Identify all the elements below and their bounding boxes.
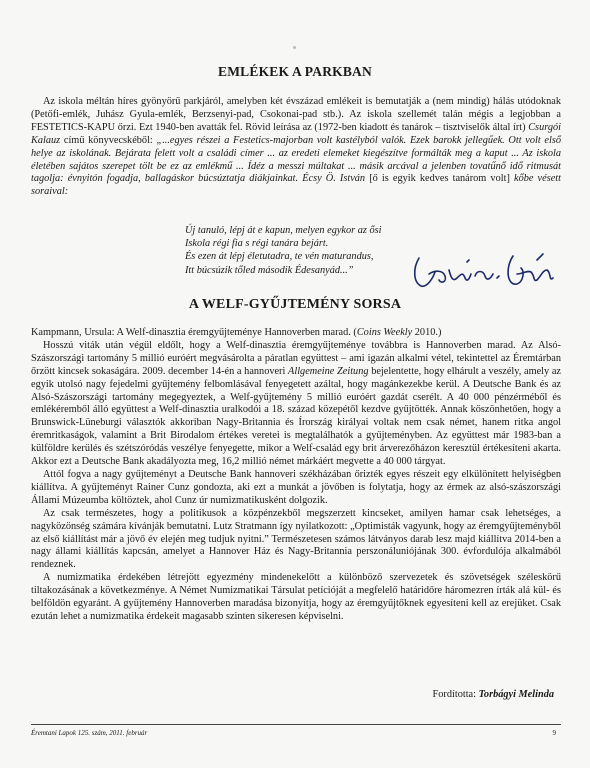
section2-paragraph-3: Az csak természetes, hogy a politikusok a közpénzekből megszerzett kincseket, amilyen hamar csak lehetséges, a nagyközönség számára kívánják bemutatni. Lutz Stratmann így nyilatkozott: „Optimisták vagyunk, hogy az éremgyűjteményből az első kiállítást már a jövő év elején meg tudjuk nyitni.” Természetesen számos látványos darab lesz majd kiállítva 2014-ben a nagy állami kiállítás kapcsán, amelyet a Hannover Ház és Nagy-Britannia perszonáluniójának 300. évfordulója alkalmából rendeznek. <box>31 507 561 571</box>
journal-reference: Éremtani Lapok 125. szám, 2011. február <box>31 729 148 737</box>
book-quote: „...egyes részei a Festetics-majorban volt kastélyból valók. Ezek barokk jellegűek. Ott volt első helye az iskolának. Bejárata felett volt a családi címer ... az eredeti elemeket kiegészítve formálták meg a kaput ... Az iskola életében sajátos szerepet tölt be ez az emlékmű ... Ídéz a messzi múltakat ... másik arcával a jelenben tovatűnő idő ritmusát tagolja: évnyitón fogadja, ballagáskor búcsúztatja diákjainkat. Écsy Ö. István <box>31 134 561 185</box>
poem-line: Új tanuló, lépj át e kapun, melyen egykor az ősi <box>185 225 382 236</box>
poem-line: Iskola régi fia s régi tanára bejárt. <box>185 238 329 250</box>
poem-line: Itt búcsúzik tőled második Édesanyád...” <box>185 264 354 276</box>
decorative-dot <box>293 46 296 49</box>
page-number: 9 <box>552 729 556 737</box>
book-title: Csurgói Kalauz <box>31 121 561 146</box>
section2-paragraph-4: A numizmatika érdekében létrejött egyezmény mindenekelőtt a különböző szervezetek és szövetségek széleskörű tiltakozásának a következménye. A Német Numizmatikai Társulat petícióját a megfelelő határidőre háromezren írták alá kül- és belföldön egyaránt. A gyűjtemény Hannoverben maradása bizonyítja, hogy az éremgyűjtőknek egyesíteni kell az erejüket. Csak ezután lehet a numizmatika érdekeit magasabb szinten sikeresen képviselni. <box>31 572 561 622</box>
translator-credit: Fordította: Torbágyi Melinda <box>432 689 554 700</box>
handwritten-signature <box>405 248 560 294</box>
poem <box>185 224 415 277</box>
footer-divider <box>31 724 561 725</box>
section2-paragraph-1: Hosszú viták után végül eldőlt, hogy a Welf-dinasztia éremgyűjteménye továbbra is Hannoverben marad. Az Alsó-Szászországi tartomány 5 millió euróért megvásárolta a páratlan együttest – ami igazán alkalmi vétel, tekintettel az Éremtárban őrzött kincsek sokaságára. 2009. december 14-én a hannoveri Allgemeine Zeitung bejelentette, hogy elhárult a veszély, amely az egyik utolsó nagy fejedelmi gyűjtemény felbomlásával fenyegetett azáltal, hogy magánkezekbe kerül. A Deutsche Bank és az Alsó-Szászországi tartomány megegyeztek, a Welf-gyűjtemény 5 millió euróért gazdát cserélt. A 40 000 pénzérméből és emlékéremből álló együttest a Welf-dinasztia uralkodói a 18. század közepétől kezdve gyűjtötték. Annak köszönhetően, hogy a Brunswick-Lüneburgi választók akkoriban Nagy-Britannia és Írország királyai voltak nem csak német, hanem ritka angol éremritkaságok, valamint a Brit Birodalom értékes veretei is megtalálhatók a gyűjteményben. Az együttest már 1983-ban a külföldre kerülés és szétszóródás veszélye fenyegette, mikor a Welf-család egy brit árverezőházon keresztül értékesíteni akarta. Akkor ezt a Deutsche Bank akadályozta meg, 16,2 millió német márkáért megvette a 40 000 tárgyat. <box>31 339 561 468</box>
section2-paragraph-2: Attól fogva a nagy gyűjteményt a Deutsche Bank hannoveri székházában őrizték egyes részeit egy elkülönített helyiségben kiállítva. A gyűjteményt Rainer Cunz gondozta, aki ezt a munkát a jövőben is folytatja, hogy az érmek az alsó-szászországi Állami Múzeumba költöztek, ahol Cunz úr numizmatikusként dolgozik. <box>31 468 561 506</box>
poem-line: És ezen át lépj életutadra, te vén maturandus, <box>185 251 374 263</box>
section-title-welf: A WELF-GYŰJTEMÉNY SORSA <box>188 297 402 312</box>
section1-paragraph: Az iskola méltán híres gyönyörű parkjáról, amelyben két évszázad emlékeit is bemutatják a (nem mindig) hálás utódoknak (Petőfi-emlék, Juhász Gyula-emlék, Berzsenyi-pad, Csokonai-pad stb.). Az iskola szellemét talán mégis a legjobban a FESTETICS-KAPU őrzi. Ezt 1940-ben avatták fel. Rövid leírása az (1972-ben kiadott és tanárok – tisztviselők által írt) Csurgói Kalauz című könyvecskéből: „...egyes részei a Festetics-majorban volt kastélyból valók. Ezek barokk jellegűek. Ott volt első helye az iskolának. Bejárata felett volt a családi címer ... az eredeti elemeket kiegészítve formálták meg a kaput ... Az iskola életében sajátos szerepet tölt be ez az emlékmű ... Ídéz a messzi múltakat ... másik arcával a jelenben tovatűnő idő ritmusát tagolja: évnyitón fogadja, ballagáskor búcsúztatja diákjainkat. Écsy Ö. István [ő is egyik kedves tanárom volt] kőbe vésett soraival: <box>31 96 561 198</box>
section-title-emlekek: EMLÉKEK A PARKBAN <box>218 64 372 79</box>
source-citation: Kampmann, Ursula: A Welf-dinasztia éremgyűjteménye Hannoverben marad. (Coins Weekly 2010.) <box>31 327 442 338</box>
section2-body <box>31 327 561 624</box>
section1-body <box>31 96 561 199</box>
